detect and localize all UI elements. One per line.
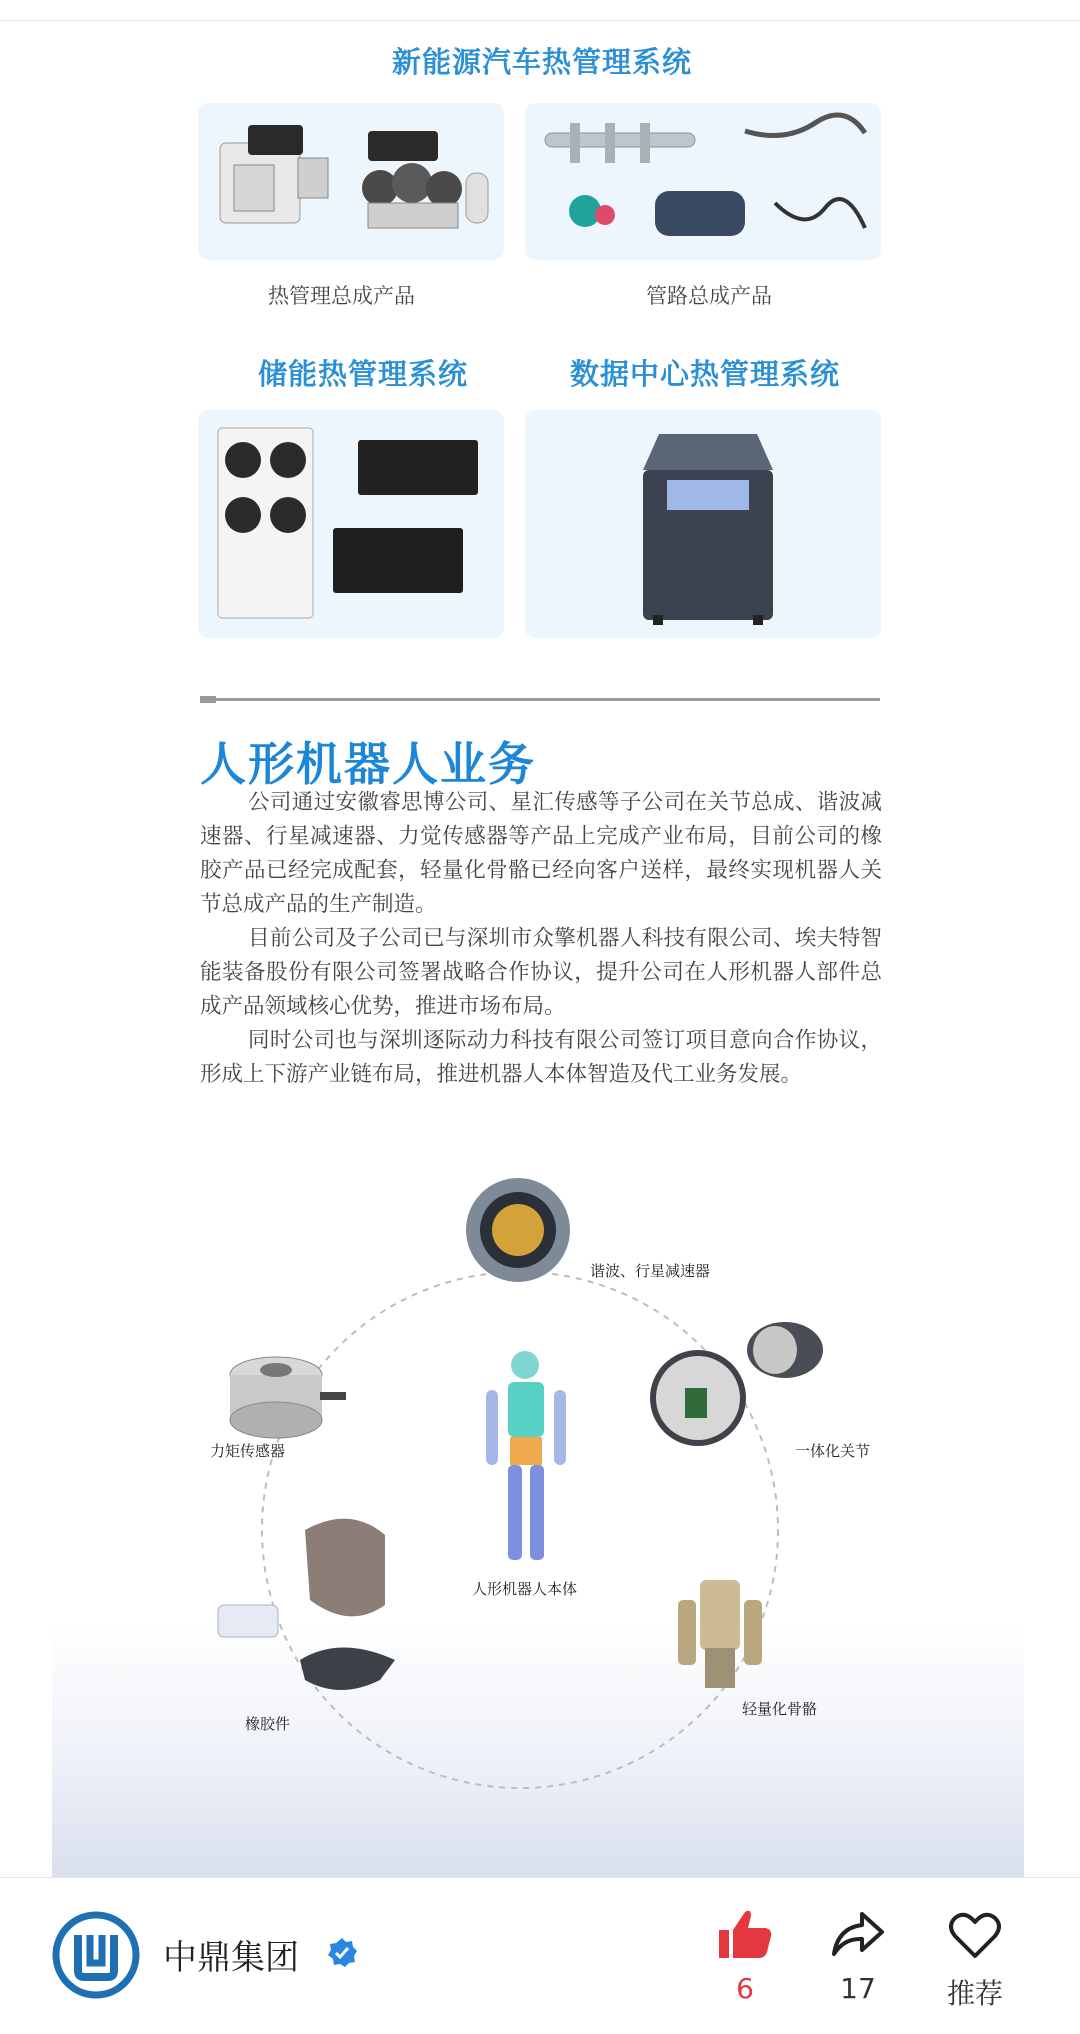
section-divider-accent	[200, 696, 216, 703]
section-divider	[200, 698, 880, 701]
reducer-image	[466, 1178, 570, 1282]
datacenter-thermal-image[interactable]	[525, 410, 881, 638]
joint-label: 一体化关节	[795, 1442, 871, 1460]
joint-image	[650, 1322, 823, 1446]
reducer-label: 谐波、行星减速器	[590, 1262, 711, 1280]
robot-paragraph-1: 公司通过安徽睿思博公司、星汇传感等子公司在关节总成、谐波减速器、行星减速器、力觉传感器等产品上完成产业布局，目前公司的橡胶产品已经完成配套，轻量化骨骼已经向客户送样，最终实现机器人关节总成产品的生产制造。	[200, 790, 882, 917]
robot-paragraph-3: 同时公司也与深圳逐际动力科技有限公司签订项目意向合作协议，形成上下游产业链布局，推进机器人本体智造及代工业务发展。	[200, 1028, 882, 1087]
logo-icon[interactable]	[52, 1911, 140, 1999]
share-button[interactable]	[818, 1908, 898, 2005]
storage-section-title: 储能热管理系统	[258, 357, 469, 391]
robot-body-image	[486, 1351, 566, 1560]
ev-section-title: 新能源汽车热管理系统	[392, 45, 693, 79]
torque-sensor-image	[230, 1357, 346, 1438]
heart-icon	[947, 1908, 1003, 1960]
torque-sensor-label: 力矩传感器	[210, 1442, 286, 1460]
robot-components-diagram	[0, 1160, 1080, 1880]
rubber-parts-label: 橡胶件	[245, 1715, 291, 1733]
verified-icon	[325, 1936, 359, 1970]
share-icon	[830, 1908, 886, 1960]
rubber-parts-image	[218, 1519, 395, 1690]
pipeline-assembly-image[interactable]	[525, 103, 881, 260]
share-count: 17	[840, 1972, 876, 2005]
thermal-assembly-caption: 热管理总成产品	[268, 284, 415, 308]
storage-thermal-image[interactable]	[198, 410, 504, 638]
pipeline-assembly-caption: 管路总成产品	[646, 284, 772, 308]
robot-paragraph-2: 目前公司及子公司已与深圳市众擎机器人科技有限公司、埃夫特智能装备股份有限公司签署战略合作协议，提升公司在人形机器人部件总成产品领域核心优势，推进市场布局。	[200, 926, 882, 1019]
bottom-action-bar	[0, 1877, 1080, 2034]
thermal-assembly-image[interactable]	[198, 103, 504, 260]
skeleton-image	[678, 1580, 762, 1688]
datacenter-section-title: 数据中心热管理系统	[570, 357, 841, 391]
skeleton-label: 轻量化骨骼	[742, 1700, 818, 1718]
robot-body-label: 人形机器人本体	[472, 1580, 578, 1598]
like-count: 6	[736, 1972, 754, 2005]
like-button[interactable]	[705, 1908, 785, 2005]
top-divider	[0, 20, 1080, 21]
recommend-label: 推荐	[946, 1977, 1003, 2010]
recommend-button[interactable]	[935, 1908, 1015, 2012]
robot-business-title: 人形机器人业务	[200, 737, 536, 791]
thumbs-up-icon	[717, 1908, 773, 1960]
brand-name[interactable]: 中鼎集团	[163, 1938, 299, 1978]
